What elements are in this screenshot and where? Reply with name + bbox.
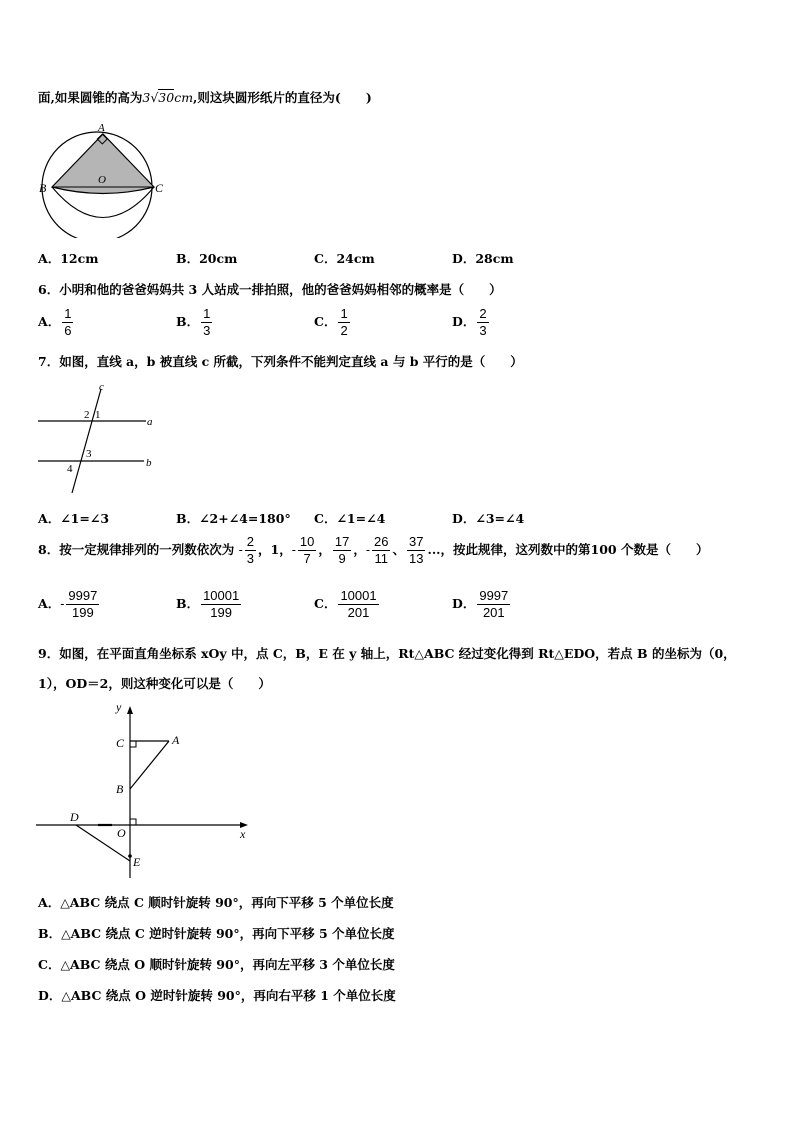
q8-option-d: [452, 588, 512, 621]
fraction: [201, 306, 212, 339]
fraction: [338, 588, 378, 621]
q8-stem-prefix: 8．按一定规律排列的一列数依次为: [38, 542, 235, 557]
q5-label-O: O: [98, 174, 106, 186]
fraction-numerator: 10: [299, 534, 315, 549]
fraction: [477, 588, 510, 621]
q5-label-C: C: [155, 181, 164, 195]
q7-angle-3: 3: [86, 448, 92, 460]
fraction-denominator: 11: [374, 551, 388, 566]
fraction-numerator: 1: [340, 306, 348, 321]
term-sign: -: [60, 597, 65, 611]
q5-unit: cm: [174, 90, 194, 105]
separator: ，: [318, 542, 331, 557]
fraction-denominator: 9: [338, 551, 346, 566]
fraction-denominator: 3: [246, 551, 254, 566]
q7-option-b: B．∠2+∠4=180°: [176, 511, 291, 526]
q5-radical-coef: 3: [142, 90, 151, 105]
q9-label-A: A: [172, 733, 180, 747]
q7-label-c: c: [99, 381, 104, 393]
fraction: [333, 534, 351, 567]
q5-stem-suffix: ,则这块圆形纸片的直径为( ): [193, 90, 372, 105]
q9-option-b: B．△ABC 绕点 C 逆时针旋转 90°，再向下平移 5 个单位长度: [38, 926, 395, 941]
fraction-numerator: 9997: [68, 588, 98, 603]
fraction-denominator: 13: [409, 551, 424, 566]
q9-right-angle-O: [130, 819, 136, 825]
q6-option-d-label: D．: [452, 314, 476, 329]
fraction-denominator: 3: [479, 323, 487, 338]
q8-option-a-label: A．: [38, 596, 61, 611]
fraction-denominator: 201: [347, 605, 370, 620]
separator: ，: [257, 542, 271, 557]
q8-option-a: [38, 588, 101, 621]
fraction-denominator: 199: [71, 605, 94, 620]
fraction-numerator: 26: [374, 534, 389, 549]
q8-option-b: [176, 588, 243, 621]
q9-figure: [36, 698, 258, 880]
fraction: [298, 534, 316, 567]
q9-label-B: B: [116, 782, 124, 796]
fraction-numerator: 37: [409, 534, 424, 549]
fraction: [338, 306, 349, 339]
separator: ，: [353, 542, 366, 557]
fraction-numerator: 10001: [340, 588, 377, 603]
q7-angle-4: 4: [67, 463, 73, 475]
fraction-numerator: 10001: [203, 588, 240, 603]
fraction: [201, 588, 241, 621]
q9-label-x: x: [240, 827, 246, 841]
fraction-numerator: 9997: [479, 588, 509, 603]
q5-label-A: A: [98, 122, 105, 134]
q6-option-a-label: A．: [38, 314, 61, 329]
q5-option-d: D．28cm: [452, 251, 514, 266]
q9-stem-line2: 1），OD＝2，则这种变化可以是（ ）: [38, 676, 271, 691]
q8-stem: [38, 534, 708, 567]
q6-option-a: [38, 306, 75, 339]
fraction: [477, 306, 488, 339]
q5-figure: [34, 118, 174, 238]
separator: ，: [279, 542, 292, 557]
q7-option-d: D．∠3=∠4: [452, 511, 525, 526]
fraction: [66, 588, 99, 621]
q5-label-B: B: [39, 181, 47, 195]
q9-option-c: C．△ABC 绕点 O 顺时针旋转 90°，再向左平移 3 个单位长度: [38, 957, 395, 972]
q9-label-E: E: [133, 855, 141, 869]
fraction-denominator: 199: [210, 605, 232, 620]
q7-label-b: b: [146, 457, 152, 469]
q8-option-c: [314, 588, 381, 621]
q5-option-c: C．24cm: [314, 251, 375, 266]
q8-option-c-label: C．: [314, 596, 337, 611]
fraction-numerator: 1: [203, 306, 211, 321]
q5-option-a: A．12cm: [38, 251, 99, 266]
q7-angle-1: 1: [95, 409, 101, 421]
q7-angle-2: 2: [84, 409, 90, 421]
q9-label-D: D: [70, 810, 79, 824]
fraction-denominator: 2: [340, 323, 348, 338]
q9-label-C: C: [116, 736, 125, 750]
separator: 、: [392, 542, 405, 557]
fraction: [372, 534, 390, 567]
term-plain: 1: [270, 542, 280, 557]
fraction-numerator: 2: [479, 306, 487, 321]
q9-label-y: y: [116, 700, 122, 714]
fraction-denominator: 3: [203, 323, 211, 338]
q6-option-d: [452, 306, 491, 339]
term-sign: -: [365, 543, 371, 557]
q6-option-b-label: B．: [176, 314, 200, 329]
q7-option-a: A．∠1=∠3: [38, 511, 110, 526]
q6-stem: 6．小明和他的爸爸妈妈共 3 人站成一排拍照，他的爸爸妈妈相邻的概率是（ ）: [38, 282, 502, 297]
term-sign: -: [238, 543, 243, 557]
q5-radical: 3√30cm: [142, 90, 194, 105]
term-sign: -: [291, 543, 296, 557]
q6-option-c-label: C．: [314, 314, 337, 329]
fraction-denominator: 6: [64, 323, 72, 338]
q5-stem-prefix: 面,如果圆锥的高为: [38, 90, 143, 105]
q9-segment-AB: [130, 741, 169, 789]
q9-right-angle-C: [130, 741, 136, 747]
q6-option-c: [314, 306, 352, 339]
q7-figure: [36, 381, 160, 495]
q9-stem-line1: 9．如图，在平面直角坐标系 xOy 中，点 C，B，E 在 y 轴上，Rt△ABC 经过变化得到 Rt△EDO，若点 B 的坐标为（0，: [38, 646, 736, 661]
fraction: [407, 534, 425, 567]
q8-option-d-label: D．: [452, 596, 476, 611]
fraction-numerator: 1: [64, 306, 72, 321]
fraction-numerator: 17: [334, 534, 350, 549]
q9-label-O: O: [117, 826, 126, 840]
q5-radicand: 30: [158, 90, 175, 105]
q5-stem: [38, 90, 372, 106]
q5-option-b: B．20cm: [176, 251, 238, 266]
q7-stem: 7．如图，直线 a，b 被直线 c 所截，下列条件不能判定直线 a 与 b 平行的是（ ）: [38, 354, 523, 369]
q9-point-E-dot: [128, 854, 132, 858]
q8-option-b-label: B．: [176, 596, 200, 611]
fraction-denominator: 7: [303, 551, 311, 566]
q7-line-c: [72, 389, 101, 493]
fraction: [245, 534, 256, 567]
q7-label-a: a: [147, 416, 153, 428]
q8-stem-suffix: ...，按此规律，这列数中的第100 个数是（ ）: [427, 542, 709, 557]
q9-option-d: D．△ABC 绕点 O 逆时针旋转 90°，再向右平移 1 个单位长度: [38, 988, 396, 1003]
q9-option-a: A．△ABC 绕点 C 顺时针旋转 90°，再向下平移 5 个单位长度: [38, 895, 394, 910]
q6-option-b: [176, 306, 214, 339]
q7-option-c: C．∠1=∠4: [314, 511, 386, 526]
fraction-numerator: 2: [246, 534, 254, 549]
q9-y-axis-arrow: [127, 706, 133, 714]
fraction: [62, 306, 73, 339]
fraction-denominator: 201: [482, 605, 505, 620]
